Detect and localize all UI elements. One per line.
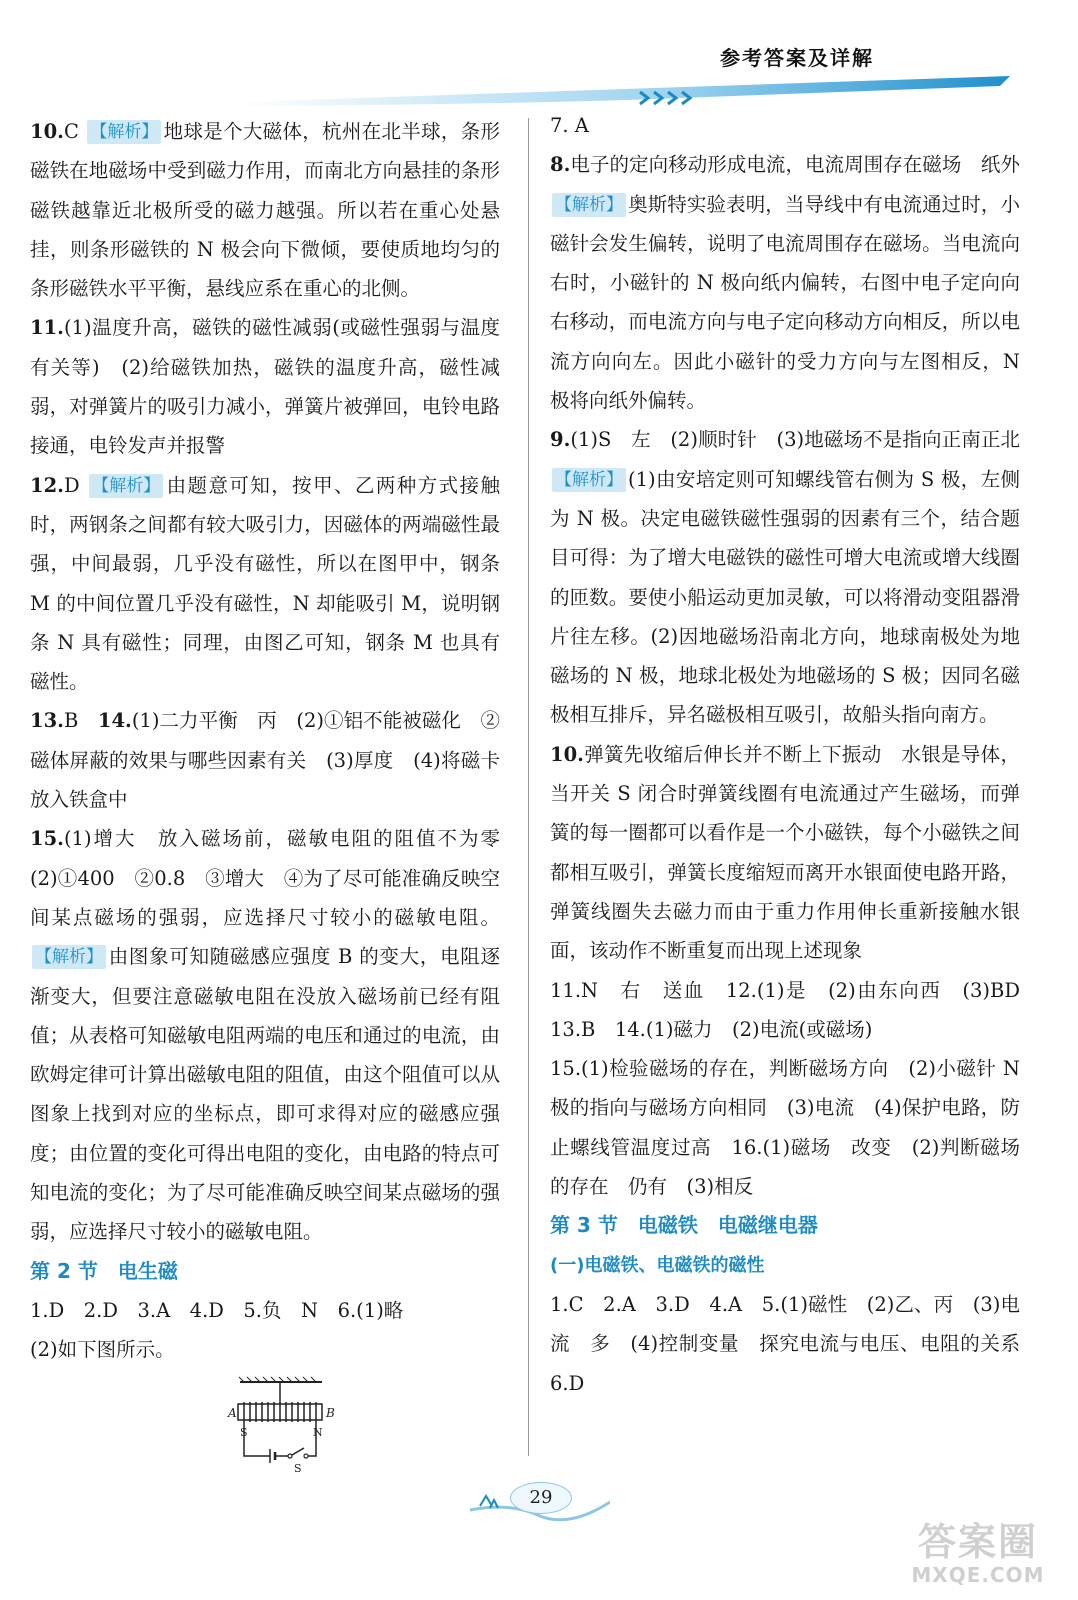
- question-number: 13.: [30, 709, 64, 733]
- answer-text: 弹簧先收缩后伸长并不断上下振动 水银是导体，当开关 S 闭合时弹簧线圈有电流通过产生磁场，而弹簧的每一圈都可以看作是一个小磁铁，每个小磁铁之间都相互吸引，弹簧长度缩短而离开水银面使电路开路，弹簧线圈失去磁力而由于重力作用伸长重新接触水银面，该动作不断重复而出现上述现象: [550, 742, 1020, 963]
- analysis-text: 奥斯特实验表明，当导线中有电流通过时，小磁针会发生偏转，说明了电流周围存在磁场。当电流向右时，小磁针的 N 极向纸内偏转，右图中电子定向向右移动，而电流方向与电子定向移动方向相反，所以电流方向向左。因此小磁针的受力方向与左图相反，N 极将向纸外偏转。: [550, 192, 1020, 413]
- section-2-answers: 1.D 2.D 3.A 4.D 5.负 N 6.(1)略: [30, 1298, 404, 1322]
- label-switch-s: S: [294, 1461, 302, 1475]
- answers-11-14: 11.N 右 送血 12.(1)是 (2)由东向西 (3)BD 13.B 14.(1)磁力 (2)电流(或磁场): [550, 978, 1040, 1041]
- label-b: B: [326, 1405, 335, 1420]
- analysis-tag: 【解析】: [32, 945, 106, 969]
- answer-10: [550, 735, 1020, 971]
- answer-text: (1)二力平衡 丙 (2)①铝不能被磁化 ②磁体屏蔽的效果与哪些因素有关 (3)厚度 (4)将磁卡放入铁盒中: [30, 709, 500, 812]
- analysis-tag: 【解析】: [87, 120, 161, 144]
- solenoid-circuit-diagram: [220, 1376, 340, 1476]
- question-number: 8.: [550, 153, 571, 177]
- label-s-left: S: [240, 1425, 248, 1439]
- answer-7: 7. A: [550, 114, 589, 137]
- answer-text: (1)增大 放入磁场前，磁敏电阻的阻值不为零 (2)①400 ②0.8 ③增大 ④为了尽可能准确反映空间某点磁场的强弱，应选择尺寸较小的磁敏电阻。: [30, 827, 520, 929]
- answer-15: [30, 819, 520, 1251]
- watermark: [888, 1520, 1068, 1590]
- header-title: 参考答案及详解: [720, 46, 874, 70]
- question-number: 11.: [30, 316, 64, 340]
- section-3-title: 第 3 节 电磁铁 电磁继电器: [550, 1213, 818, 1238]
- question-number: 15.: [30, 827, 64, 851]
- column-divider: [528, 118, 529, 1456]
- left-column: [30, 112, 520, 1476]
- section-2-q6-part2: (2)如下图所示。: [30, 1338, 175, 1362]
- question-number: 10.: [550, 742, 584, 766]
- answer-12: [30, 466, 500, 702]
- subsection-title: (一)电磁铁、电磁铁的磁性: [550, 1254, 765, 1276]
- question-number: 14.: [97, 709, 132, 733]
- analysis-tag: 【解析】: [89, 474, 163, 498]
- header-decoration: [240, 76, 1010, 110]
- question-number: 10.: [30, 120, 64, 143]
- question-number: 9.: [550, 428, 571, 452]
- label-a: A: [228, 1405, 237, 1420]
- answer-text: (1)温度升高，磁铁的磁性减弱(或磁性强弱与温度有关等) (2)给磁铁加热，磁铁的温度升高，磁性减弱，对弹簧片的吸引力减小，弹簧片被弹回，电铃电路接通，电铃发声并报警: [30, 316, 500, 458]
- analysis-tag: 【解析】: [552, 193, 626, 217]
- analysis-tag: 【解析】: [552, 468, 626, 492]
- analysis-text: (1)由安培定则可知螺线管右侧为 S 极，左侧为 N 极。决定电磁铁磁性强弱的因素有三个，结合题目可得：为了增大电磁铁的磁性可增大电流或增大线圈的匝数。要使小船运动更加灵敏，可以将滑动变阻器滑片往左移。(2)因地磁场沿南北方向，地球南极处为地磁场的 N 极，地球北极处为地磁场的 S 极；因同名磁极相互排斥，异名磁极相互吸引，故船头指向南方。: [550, 467, 1020, 727]
- answer-text: 电子的定向移动形成电流，电流周围存在磁场 纸外: [570, 153, 1020, 177]
- answer-9: [550, 420, 1020, 734]
- section-3-answers: 1.C 2.A 3.D 4.A 5.(1)磁性 (2)乙、丙 (3)电流 多 (4)控制变量 探究电流与电压、电阻的关系 6.D: [550, 1292, 1040, 1395]
- answers-15-16: 15.(1)检验磁场的存在，判断磁场方向 (2)小磁针 N 极的指向与磁场方向相同 (3)电流 (4)保护电路，防止螺线管温度过高 16.(1)磁场 改变 (2)判断磁场的存在 仍有 (3)相反: [550, 1057, 1020, 1199]
- section-2-title: 第 2 节 电生磁: [30, 1258, 178, 1283]
- answer-choice: B: [63, 709, 79, 733]
- answer-10: [30, 112, 500, 308]
- answer-8: [550, 145, 1020, 420]
- page-number-badge: [470, 1472, 610, 1522]
- watermark-url: MXQE.COM: [911, 1563, 1045, 1587]
- analysis-text: 由图象可知随磁感应强度 B 的变大，电阻逐渐变大，但要注意磁敏电阻在没放入磁场前已经有阻值；从表格可知磁敏电阻两端的电压和通过的电流，由欧姆定律可计算出磁敏电阻的阻值，由这个阻值可以从图象上找到对应的坐标点，即可求得对应的磁感应强度；由位置的变化可得出电阻的变化，由电路的特点可知电流的变化；为了尽可能准确反映空间某点磁场的强弱，应选择尺寸较小的磁敏电阻。: [30, 945, 500, 1244]
- answer-text: 地球是个大磁体，杭州在北半球，条形磁铁在地磁场中受到磁力作用，而南北方向悬挂的条形磁铁越靠近北极所受的磁力越强。所以若在重心处悬挂，则条形磁铁的 N 极会向下微倾，要使质地均匀的条形磁铁水平平衡，悬线应系在重心的北侧。: [30, 120, 500, 301]
- answer-text: (1)S 左 (2)顺时针 (3)地磁场不是指向正南正北: [570, 428, 1020, 452]
- answer-choice: C: [63, 120, 79, 143]
- label-n-right: N: [313, 1425, 323, 1439]
- answer-13-14: [30, 701, 500, 819]
- question-number: 12.: [30, 473, 64, 497]
- page-number: 29: [510, 1482, 572, 1514]
- answer-choice: D: [63, 473, 80, 497]
- answer-11: [30, 308, 500, 465]
- answer-text: 由题意可知，按甲、乙两种方式接触时，两钢条之间都有较大吸引力，因磁体的两端磁性最强，中间最弱，几乎没有磁性，所以在图甲中，钢条 M 的中间位置几乎没有磁性，N 却能吸引 M，说明钢条 N 具有磁性；同理，由图乙可知，钢条 M 也具有磁性。: [30, 473, 500, 694]
- watermark-text: 答案圈: [917, 1520, 1038, 1564]
- right-column: [550, 106, 1040, 1403]
